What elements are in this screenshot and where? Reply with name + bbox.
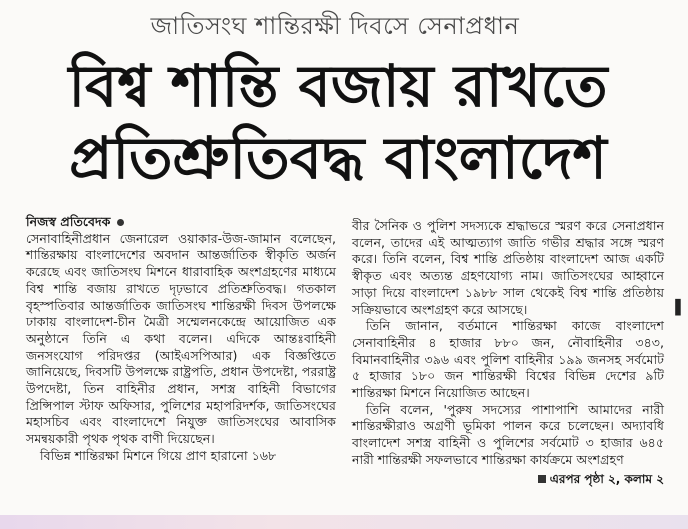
article-column-2	[352, 218, 664, 487]
continuation-text: এরপর পৃষ্ঠা ২, কলাম ২	[549, 471, 664, 486]
body-paragraph: বীর সৈনিক ও পুলিশ সদস্যকে শ্রদ্ধাভরে স্মরণ করে সেনাপ্রধান বলেন, তাদের এই আত্মত্যাগ জাতি গভীর শ্রদ্ধার সঙ্গে স্মরণ করে। তিনি বলেন, বিশ্ব শান্তি প্রতিষ্ঠায় বাংলাদেশ আজ একটি স্বীকৃত এবং অত্যন্ত গ্রহণযোগ্য নাম। জাতিসংঘের আহ্বানে সাড়া দিয়ে বাংলাদেশ ১৯৮৮ সাল থেকেই বিশ্ব শান্তি প্রতিষ্ঠায় সক্রিয়ভাবে অংশগ্রহণ করে আসছে।	[352, 218, 664, 317]
article-headline	[0, 50, 676, 194]
continuation-line[interactable]	[352, 471, 664, 488]
square-bullet-icon	[538, 475, 546, 483]
article-column-1	[26, 214, 336, 465]
byline-bullet-icon	[117, 219, 124, 226]
body-paragraph: সেনাবাহিনীপ্রধান জেনারেল ওয়াকার-উজ-জামান বলেছেন, শান্তিরক্ষায় বাংলাদেশের অবদান আন্তর্জাতিক স্বীকৃতি অর্জন করেছে এবং জাতিসংঘ মিশনে ধারাবাহিক অংশগ্রহণের মাধ্যমে বিশ্ব শান্তি বজায় রাখতে দৃঢ়ভাবে প্রতিশ্রুতিবদ্ধ। গতকাল বৃহস্পতিবার আন্তর্জাতিক জাতিসংঘ শান্তিরক্ষী দিবস উপলক্ষে ঢাকায় বাংলাদেশ-চীন মৈত্রী সম্মেলনকেন্দ্রে আয়োজিত এক অনুষ্ঠানে তিনি এ কথা বলেন। এদিকে আন্তঃবাহিনী জনসংযোগ পরিদপ্তর (আইএসপিআর) এক বিজ্ঞপ্তিতে জানিয়েছে, দিবসটি উপলক্ষে রাষ্ট্রপতি, প্রধান উপদেষ্টা, পররাষ্ট্র উপদেষ্টা, তিন বাহিনীর প্রধান, সশস্ত্র বাহিনী বিভাগের প্রিন্সিপাল স্টাফ অফিসার, পুলিশের মহাপরিদর্শক, জাতিসংঘের মহাসচিব এবং বাংলাদেশে নিযুক্ত জাতিসংঘের আবাসিক সমন্বয়কারী পৃথক পৃথক বাণী দিয়েছেন।	[26, 230, 336, 447]
byline: নিজস্ব প্রতিবেদক	[26, 214, 111, 229]
body-paragraph: তিনি জানান, বর্তমানে শান্তিরক্ষা কাজে বাংলাদেশ সেনাবাহিনীর ৪ হাজার ৮৮০ জন, নৌবাহিনীর ৩৪৩, বিমানবাহিনীর ৩৯৬ এবং পুলিশ বাহিনীর ১৯৯ জনসহ সর্বমোট ৫ হাজার ১৮০ জন শান্তিরক্ষী বিশ্বের বিভিন্ন দেশের ৯টি শান্তিরক্ষা মিশনে নিয়োজিত আছেন।	[352, 318, 664, 401]
adjacent-article-edge: ▌	[675, 300, 686, 316]
body-paragraph: তিনি বলেন, 'পুরুষ সদস্যের পাশাপাশি আমাদের নারী শান্তিরক্ষীরাও অগ্রণী ভূমিকা পালন করে চলেছেন। অদ্যাবধি বাংলাদেশ সশস্ত্র বাহিনী ও পুলিশের সর্বমোট ৩ হাজার ৬৪৫ নারী শান্তিরক্ষী সফলভাবে শান্তিরক্ষা কার্যক্রমে অংশগ্রহণ	[352, 401, 664, 467]
headline-line-1: বিশ্ব শান্তি বজায় রাখতে	[68, 52, 608, 120]
bottom-advert-strip	[0, 515, 688, 529]
body-paragraph: বিভিন্ন শান্তিরক্ষা মিশনে গিয়ে প্রাণ হারানো ১৬৮	[40, 447, 277, 463]
article-kicker: জাতিসংঘ শান্তিরক্ষী দিবসে সেনাপ্রধান	[150, 12, 520, 40]
headline-line-2: প্রতিশ্রুতিবদ্ধ বাংলাদেশ	[69, 124, 607, 192]
